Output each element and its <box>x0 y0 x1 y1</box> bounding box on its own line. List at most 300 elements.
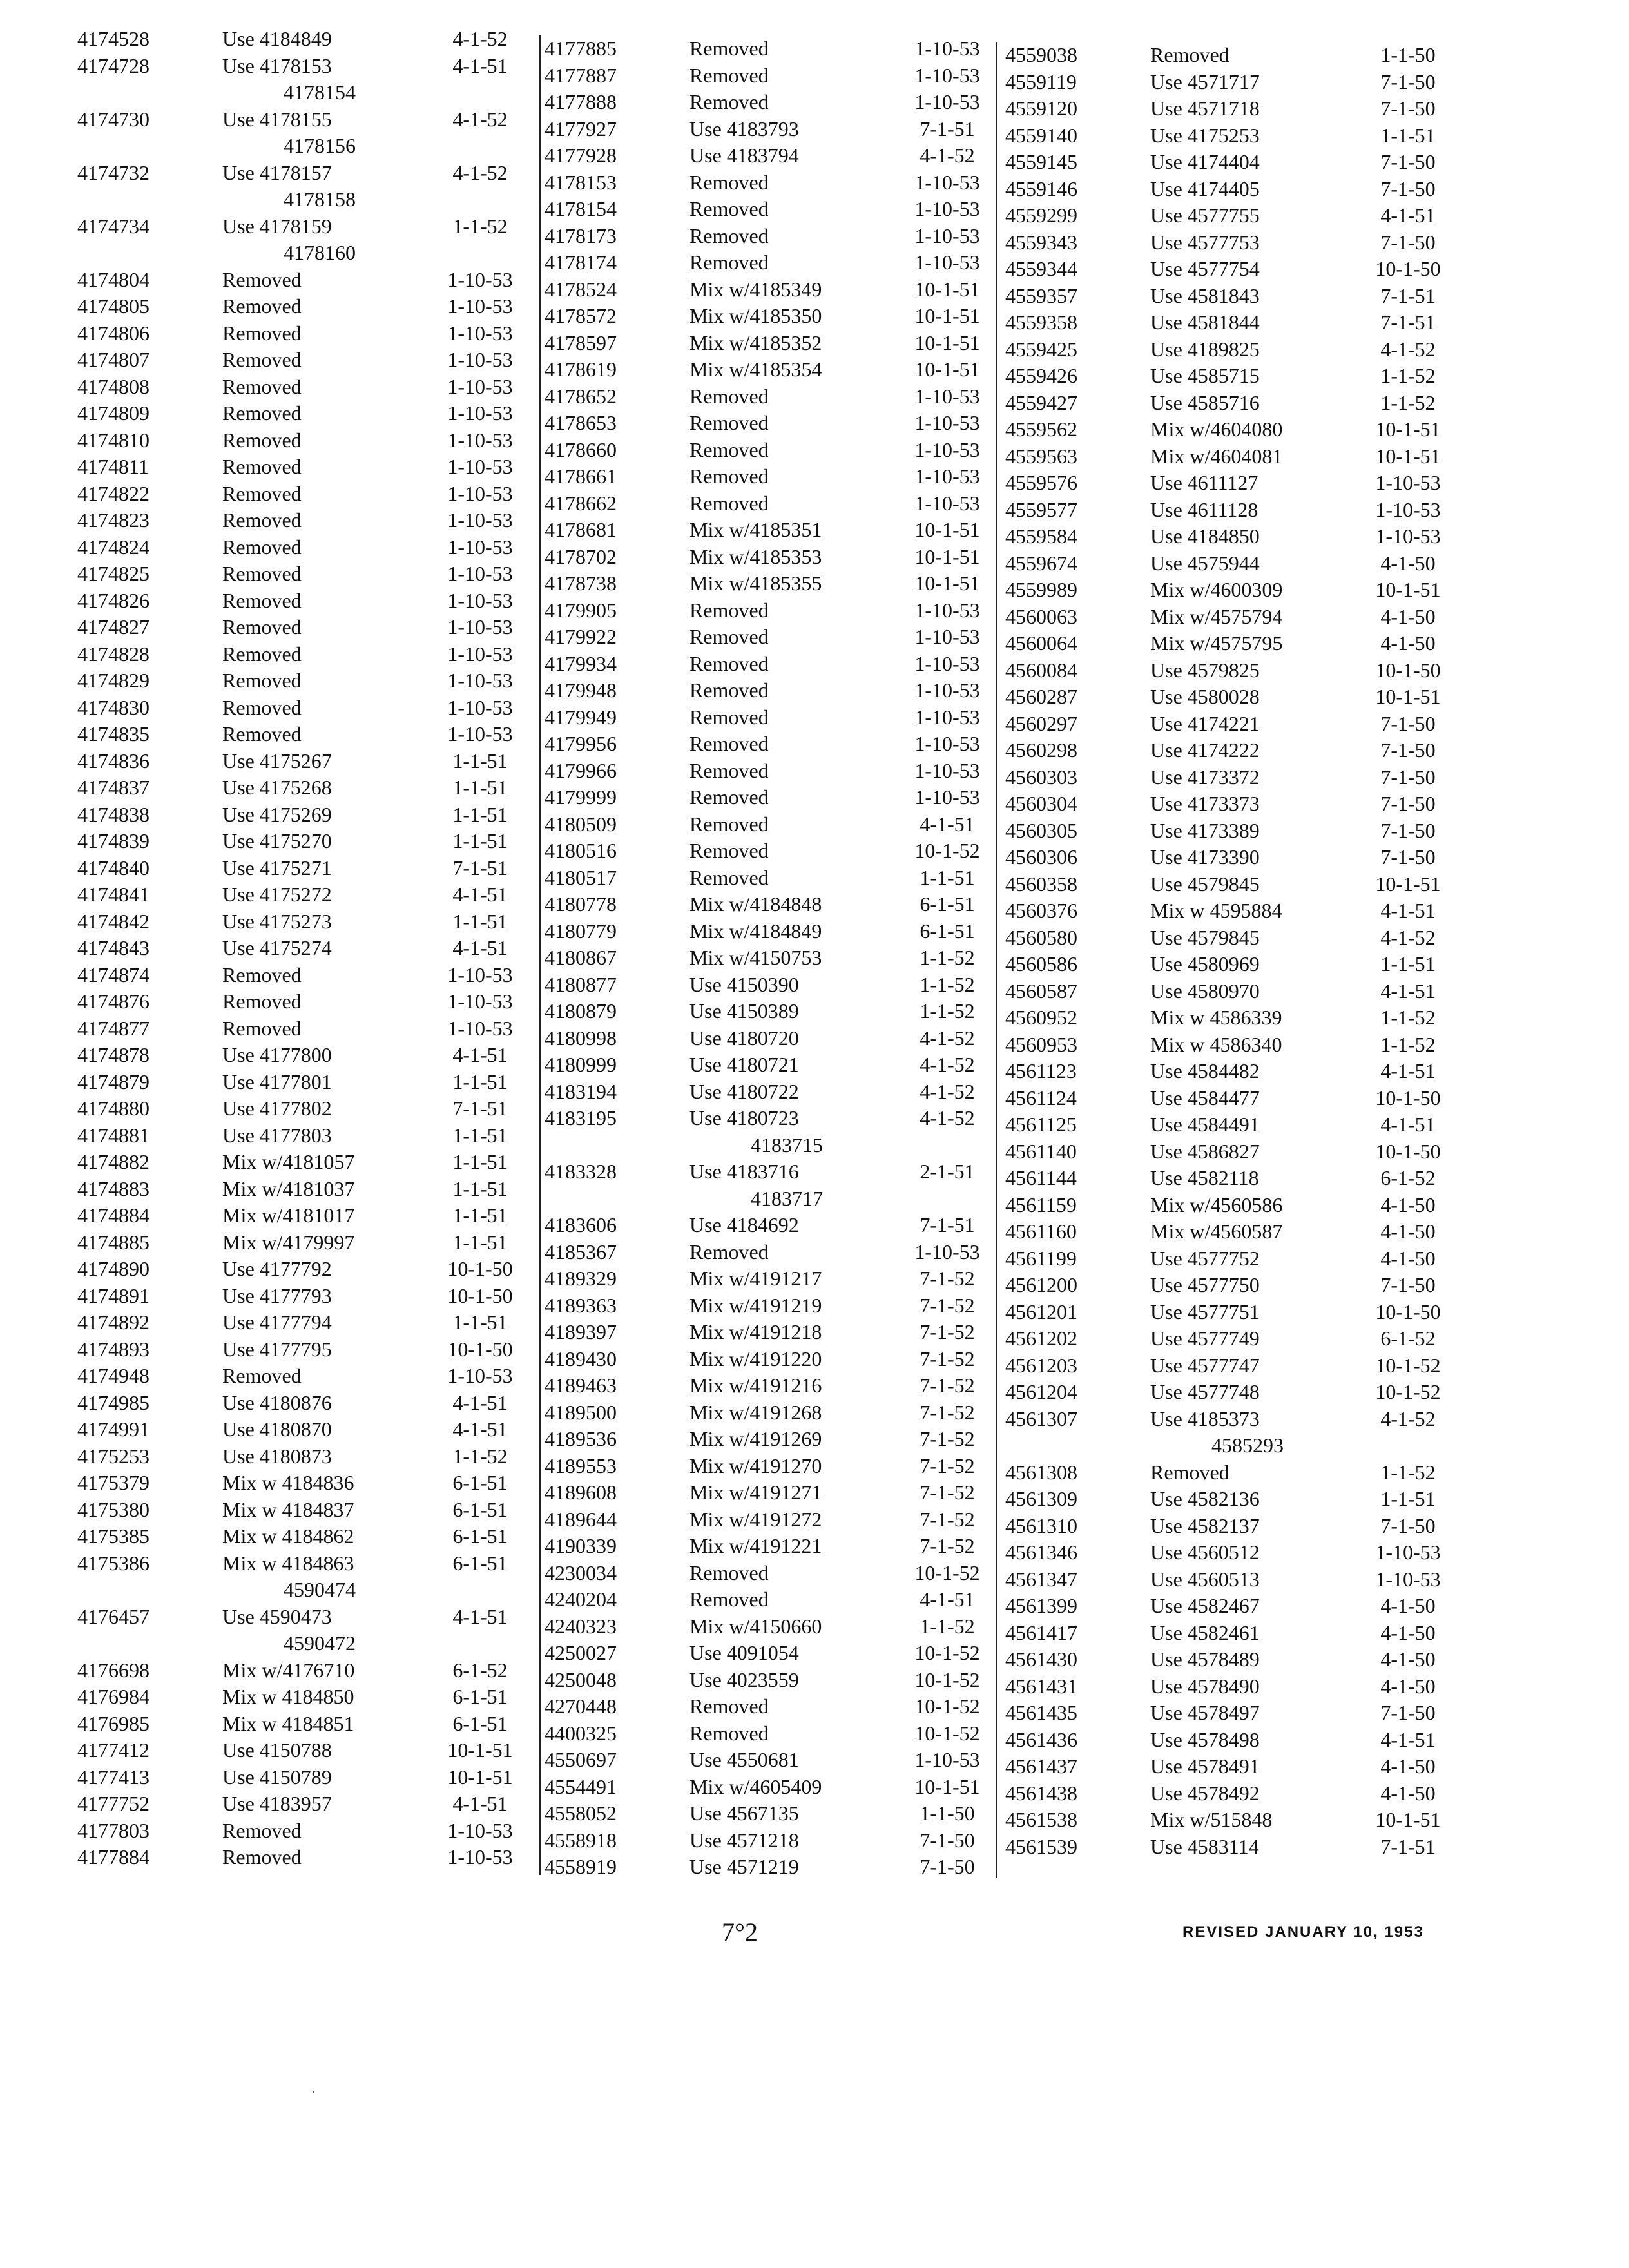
part-number: 4178738 <box>545 572 617 595</box>
table-row <box>545 35 999 62</box>
action: Use 4175273 <box>222 909 332 933</box>
action: Mix w 4184862 <box>222 1524 354 1548</box>
table-row <box>1005 818 1460 845</box>
effective-date: 7-1-52 <box>920 1267 975 1291</box>
column-divider <box>996 42 997 1878</box>
action: Removed <box>222 1364 302 1388</box>
table-row <box>545 811 999 838</box>
table-row <box>545 570 999 597</box>
action: Mix w 4184850 <box>222 1685 354 1709</box>
table-row <box>545 1293 999 1320</box>
effective-date: 1-1-52 <box>920 946 975 970</box>
part-number: 4558052 <box>545 1802 617 1825</box>
effective-date: 1-10-53 <box>447 535 513 559</box>
action: Removed <box>222 963 302 986</box>
action: Removed <box>689 63 769 87</box>
table-row <box>545 758 999 785</box>
table-row <box>1005 711 1460 738</box>
table-row <box>1005 630 1460 657</box>
part-number: 4559563 <box>1005 444 1077 468</box>
effective-date: 7-1-50 <box>1380 150 1436 174</box>
table-row <box>77 1122 532 1149</box>
table-row <box>1005 1032 1460 1059</box>
table-row <box>77 26 532 53</box>
action: Use 4586827 <box>1150 1139 1260 1163</box>
effective-date: 4-1-50 <box>1380 1193 1436 1216</box>
part-number: 4174837 <box>77 776 149 800</box>
table-row <box>77 1737 532 1764</box>
action: Use 4577750 <box>1150 1273 1260 1297</box>
table-row <box>545 517 999 544</box>
action: Use 4175268 <box>222 776 332 800</box>
table-row <box>77 1309 532 1336</box>
effective-date: 1-1-52 <box>1380 364 1436 388</box>
effective-date: 4-1-50 <box>1380 631 1436 655</box>
part-number: 4561202 <box>1005 1327 1077 1350</box>
part-number: 4174893 <box>77 1337 149 1361</box>
part-number: 4559674 <box>1005 551 1077 575</box>
alternate-part: 4585293 <box>1211 1434 1284 1457</box>
action: Mix w/4176710 <box>222 1658 355 1682</box>
table-row <box>545 918 999 945</box>
effective-date: 10-1-52 <box>1375 1353 1441 1377</box>
action: Removed <box>689 758 769 782</box>
part-number: 4561200 <box>1005 1273 1077 1297</box>
part-number: 4175386 <box>77 1551 149 1575</box>
part-number: 4560587 <box>1005 979 1077 1003</box>
action: Use 4177794 <box>222 1311 332 1334</box>
action: Mix w/4191220 <box>689 1347 822 1370</box>
part-number: 4400325 <box>545 1721 617 1745</box>
part-number: 4177803 <box>77 1818 149 1842</box>
action: Removed <box>689 90 769 114</box>
effective-date: 7-1-50 <box>1380 1701 1436 1725</box>
effective-date: 1-10-53 <box>914 63 980 87</box>
part-number: 4174732 <box>77 160 149 184</box>
part-number: 4561399 <box>1005 1594 1077 1618</box>
part-number: 4174878 <box>77 1043 149 1067</box>
effective-date: 4-1-50 <box>1380 1648 1436 1671</box>
effective-date: 4-1-51 <box>452 1792 508 1816</box>
part-number: 4174838 <box>77 802 149 826</box>
action: Removed <box>689 170 769 194</box>
action: Mix w/4191221 <box>689 1534 822 1558</box>
effective-date: 6-1-51 <box>452 1497 508 1521</box>
table-row <box>545 1025 999 1052</box>
part-number: 4175385 <box>77 1524 149 1548</box>
effective-date: 10-1-51 <box>914 544 980 568</box>
part-number: 4174991 <box>77 1418 149 1441</box>
table-row <box>77 614 532 641</box>
effective-date: 7-1-52 <box>920 1400 975 1424</box>
action: Removed <box>689 1588 769 1611</box>
table-row <box>1005 844 1460 871</box>
effective-date: 1-10-53 <box>447 1818 513 1842</box>
part-number: 4174811 <box>77 455 149 479</box>
action: Use 4583114 <box>1150 1834 1259 1858</box>
table-row <box>77 1470 532 1497</box>
effective-date: 4-1-51 <box>452 1604 508 1628</box>
action: Mix w/4604081 <box>1150 444 1283 468</box>
action: Use 4571218 <box>689 1828 799 1852</box>
action: Mix w/4185351 <box>689 518 822 542</box>
table-row <box>545 383 999 410</box>
action: Use 4577749 <box>1150 1327 1260 1350</box>
table-row <box>545 410 999 437</box>
part-number: 4178572 <box>545 304 617 328</box>
table-row <box>545 1747 999 1774</box>
action: Removed <box>222 1016 302 1040</box>
part-number: 4174826 <box>77 588 149 612</box>
table-row <box>545 169 999 197</box>
action: Use 4578490 <box>1150 1674 1260 1698</box>
effective-date: 1-10-53 <box>447 669 513 693</box>
part-number: 4560580 <box>1005 925 1077 949</box>
effective-date: 4-1-52 <box>452 107 508 131</box>
effective-date: 1-10-53 <box>914 197 980 221</box>
part-number: 4559427 <box>1005 390 1077 414</box>
effective-date: 1-10-53 <box>447 321 513 345</box>
parts-column-3 <box>1005 42 1460 1860</box>
table-row <box>545 356 999 383</box>
table-row <box>545 1533 999 1560</box>
part-number: 4174808 <box>77 374 149 398</box>
action: Removed <box>689 411 769 435</box>
effective-date: 1-10-53 <box>1375 497 1441 521</box>
effective-date: 1-10-53 <box>447 267 513 291</box>
part-number: 4179934 <box>545 651 617 675</box>
effective-date: 6-1-51 <box>452 1711 508 1735</box>
table-row <box>1005 95 1460 122</box>
action: Use 4578491 <box>1150 1754 1260 1778</box>
part-number: 4189608 <box>545 1481 617 1504</box>
action: Use 4177795 <box>222 1337 332 1361</box>
effective-date: 10-1-51 <box>914 304 980 328</box>
action: Use 4581844 <box>1150 311 1260 334</box>
effective-date: 4-1-51 <box>1380 204 1436 227</box>
action: Use 4575944 <box>1150 551 1260 575</box>
part-number: 4561430 <box>1005 1648 1077 1671</box>
part-number: 4175379 <box>77 1471 149 1495</box>
table-row <box>545 1239 999 1266</box>
action: Use 4183957 <box>222 1792 332 1816</box>
action: Use 4180722 <box>689 1079 799 1103</box>
table-row <box>77 1844 532 1871</box>
effective-date: 4-1-50 <box>1380 1674 1436 1698</box>
action: Removed <box>222 1845 302 1869</box>
table-row <box>1005 1379 1460 1406</box>
part-number: 4177928 <box>545 144 617 168</box>
part-number: 4189463 <box>545 1374 617 1398</box>
part-number: 4561124 <box>1005 1086 1077 1110</box>
effective-date: 4-1-52 <box>452 27 508 51</box>
part-number: 4174807 <box>77 348 149 372</box>
part-number: 4561140 <box>1005 1139 1077 1163</box>
table-row <box>1005 1673 1460 1700</box>
action: Use 4180876 <box>222 1390 332 1414</box>
effective-date: 1-10-53 <box>447 401 513 425</box>
action: Use 4582137 <box>1150 1514 1260 1537</box>
action: Use 4560512 <box>1150 1541 1260 1564</box>
table-row <box>1005 1299 1460 1326</box>
action: Use 4582461 <box>1150 1620 1260 1644</box>
action: Removed <box>689 812 769 836</box>
effective-date: 10-1-52 <box>1375 1380 1441 1404</box>
part-number: 4180509 <box>545 812 617 836</box>
action: Mix w/4191268 <box>689 1400 822 1424</box>
effective-date: 7-1-52 <box>920 1293 975 1317</box>
effective-date: 1-10-53 <box>914 224 980 247</box>
action: Use 4174221 <box>1150 711 1260 735</box>
action: Use 4150789 <box>222 1765 332 1789</box>
effective-date: 1-1-51 <box>452 1230 508 1254</box>
table-row <box>1005 523 1460 550</box>
effective-date: 4-1-51 <box>452 936 508 960</box>
action: Use 4185373 <box>1150 1407 1260 1430</box>
effective-date: 1-10-53 <box>1375 524 1441 548</box>
action: Removed <box>222 374 302 398</box>
alternate-part: 4178158 <box>284 187 356 211</box>
page-number: 7°2 <box>722 1917 758 1946</box>
effective-date: 10-1-50 <box>1375 1086 1441 1110</box>
part-number: 4177927 <box>545 117 617 140</box>
part-number: 4174881 <box>77 1123 149 1147</box>
table-row <box>1005 283 1460 310</box>
effective-date: 4-1-51 <box>452 1390 508 1414</box>
effective-date: 4-1-50 <box>1380 1246 1436 1270</box>
action: Removed <box>689 678 769 702</box>
table-row <box>1005 1325 1460 1352</box>
effective-date: 7-1-50 <box>1380 230 1436 254</box>
part-number: 4178653 <box>545 411 617 435</box>
part-number: 4178154 <box>545 197 617 221</box>
table-row <box>77 1604 532 1631</box>
table-row <box>1005 149 1460 176</box>
action: Removed <box>222 695 302 719</box>
effective-date: 1-10-53 <box>914 437 980 461</box>
action: Use 4184849 <box>222 27 332 51</box>
part-number: 4180867 <box>545 946 617 970</box>
table-row <box>77 1416 532 1443</box>
effective-date: 6-1-52 <box>1380 1166 1436 1190</box>
table-row <box>77 748 532 775</box>
part-number: 4561203 <box>1005 1353 1077 1377</box>
action: Removed <box>689 1240 769 1264</box>
part-number: 4176457 <box>77 1604 149 1628</box>
table-row <box>77 1523 532 1550</box>
table-row <box>545 865 999 892</box>
table-row <box>77 1711 532 1738</box>
table-row <box>545 784 999 811</box>
table-row <box>545 1560 999 1587</box>
table-row <box>77 1791 532 1818</box>
table-row <box>77 53 532 80</box>
table-row <box>77 347 532 374</box>
part-number: 4559145 <box>1005 150 1077 174</box>
effective-date: 1-1-51 <box>452 1311 508 1334</box>
action: Removed <box>222 562 302 586</box>
action: Mix w/4575794 <box>1150 604 1283 628</box>
action: Use 4578498 <box>1150 1727 1260 1751</box>
part-number: 4174810 <box>77 428 149 452</box>
part-number: 4183195 <box>545 1106 617 1130</box>
alternate-part: 4183715 <box>751 1133 823 1157</box>
effective-date: 1-10-53 <box>1375 1567 1441 1591</box>
action: Removed <box>689 625 769 649</box>
part-number: 4174809 <box>77 401 149 425</box>
effective-date: 6-1-51 <box>920 892 975 916</box>
effective-date: 1-1-52 <box>920 972 975 996</box>
effective-date: 7-1-51 <box>1380 284 1436 307</box>
action: Use 4611128 <box>1150 497 1258 521</box>
part-number: 4174823 <box>77 508 149 532</box>
part-number: 4175380 <box>77 1497 149 1521</box>
action: Use 4184850 <box>1150 524 1260 548</box>
part-number: 4174734 <box>77 214 149 238</box>
part-number: 4561144 <box>1005 1166 1077 1190</box>
action: Mix w/4185349 <box>689 277 822 301</box>
table-row <box>77 293 532 320</box>
table-row <box>545 1052 999 1079</box>
part-number: 4561436 <box>1005 1727 1077 1751</box>
table-row <box>1005 1727 1460 1754</box>
table-row <box>545 62 999 90</box>
effective-date: 10-1-50 <box>1375 1300 1441 1323</box>
part-number: 4177888 <box>545 90 617 114</box>
part-number: 4270448 <box>545 1695 617 1718</box>
speck <box>313 2091 314 2093</box>
action: Use 4175267 <box>222 749 332 773</box>
part-number: 4185367 <box>545 1240 617 1264</box>
table-row <box>545 1426 999 1453</box>
action: Removed <box>222 588 302 612</box>
action: Use 4180723 <box>689 1106 799 1130</box>
table-row <box>77 881 532 908</box>
effective-date: 4-1-52 <box>920 1079 975 1103</box>
effective-date: 4-1-52 <box>920 1106 975 1130</box>
part-number: 4176985 <box>77 1711 149 1735</box>
action: Use 4571718 <box>1150 97 1260 120</box>
action: Removed <box>1150 43 1229 67</box>
parts-column-1 <box>77 26 532 1871</box>
part-number: 4174806 <box>77 321 149 345</box>
part-number: 4178174 <box>545 251 617 274</box>
table-row <box>545 597 999 624</box>
table-row <box>545 437 999 464</box>
action: Mix w/4191216 <box>689 1374 822 1398</box>
effective-date: 1-10-53 <box>914 705 980 729</box>
table-row <box>77 1684 532 1711</box>
table-row <box>77 1149 532 1176</box>
part-number: 4174843 <box>77 936 149 960</box>
effective-date: 6-1-52 <box>452 1658 508 1682</box>
effective-date: 1-10-53 <box>914 170 980 194</box>
action: Use 4571219 <box>689 1855 799 1879</box>
action: Use 4582136 <box>1150 1487 1260 1511</box>
part-number: 4560306 <box>1005 845 1077 869</box>
table-row <box>545 1079 999 1106</box>
effective-date: 1-10-53 <box>1375 471 1441 495</box>
table-row <box>1005 309 1460 336</box>
effective-date: 2-1-51 <box>920 1160 975 1184</box>
part-number: 4179949 <box>545 705 617 729</box>
effective-date: 10-1-52 <box>914 1695 980 1718</box>
part-number: 4178681 <box>545 518 617 542</box>
table-row <box>1005 1058 1460 1085</box>
effective-date: 1-10-53 <box>447 562 513 586</box>
part-number: 4561310 <box>1005 1514 1077 1537</box>
effective-date: 1-10-53 <box>1375 1541 1441 1564</box>
effective-date: 1-10-53 <box>447 642 513 666</box>
part-number: 4560084 <box>1005 658 1077 682</box>
part-number: 4559358 <box>1005 311 1077 334</box>
effective-date: 7-1-50 <box>920 1828 975 1852</box>
action: Mix w/4185355 <box>689 572 822 595</box>
table-row <box>1005 978 1460 1005</box>
effective-date: 10-1-50 <box>1375 658 1441 682</box>
effective-date: 10-1-51 <box>914 277 980 301</box>
table-row <box>545 838 999 865</box>
part-number: 4180999 <box>545 1053 617 1077</box>
table-row <box>77 802 532 829</box>
table-row <box>1005 336 1460 363</box>
effective-date: 1-10-53 <box>914 384 980 408</box>
table-row <box>1005 202 1460 229</box>
effective-date: 7-1-50 <box>920 1855 975 1879</box>
part-number: 4178660 <box>545 437 617 461</box>
table-row <box>545 624 999 651</box>
part-number: 4178597 <box>545 331 617 354</box>
action: Use 4580969 <box>1150 952 1260 976</box>
table-row <box>77 774 532 802</box>
effective-date: 10-1-51 <box>1375 578 1441 602</box>
table-row <box>545 1720 999 1747</box>
alternate-part: 4590474 <box>284 1578 356 1602</box>
table-row <box>77 320 532 347</box>
effective-date: 4-1-51 <box>1380 1113 1436 1137</box>
part-number: 4560586 <box>1005 952 1077 976</box>
table-row <box>545 1158 999 1186</box>
table-row <box>545 1586 999 1613</box>
effective-date: 7-1-50 <box>1380 738 1436 762</box>
table-row <box>1005 577 1460 604</box>
table-row <box>1005 1459 1460 1486</box>
part-number: 4174877 <box>77 1016 149 1040</box>
part-number: 4559562 <box>1005 418 1077 441</box>
action: Mix w/4185352 <box>689 331 822 354</box>
effective-date: 10-1-51 <box>914 572 980 595</box>
part-number: 4230034 <box>545 1561 617 1584</box>
table-row <box>1005 416 1460 443</box>
effective-date: 1-1-52 <box>452 1444 508 1468</box>
table-row <box>545 303 999 330</box>
table-row <box>77 1069 532 1096</box>
action: Use 4173389 <box>1150 818 1260 842</box>
effective-date: 4-1-51 <box>452 1043 508 1067</box>
action: Mix w/4184848 <box>689 892 822 916</box>
table-row <box>1005 1432 1460 1459</box>
table-row <box>1005 1192 1460 1219</box>
effective-date: 7-1-52 <box>920 1320 975 1344</box>
part-number: 4560304 <box>1005 792 1077 816</box>
part-number: 4174822 <box>77 481 149 505</box>
effective-date: 10-1-50 <box>447 1337 513 1361</box>
part-number: 4559119 <box>1005 70 1077 93</box>
table-row <box>77 668 532 695</box>
table-row <box>545 1854 999 1881</box>
effective-date: 10-1-52 <box>914 1721 980 1745</box>
action: Removed <box>689 1721 769 1745</box>
